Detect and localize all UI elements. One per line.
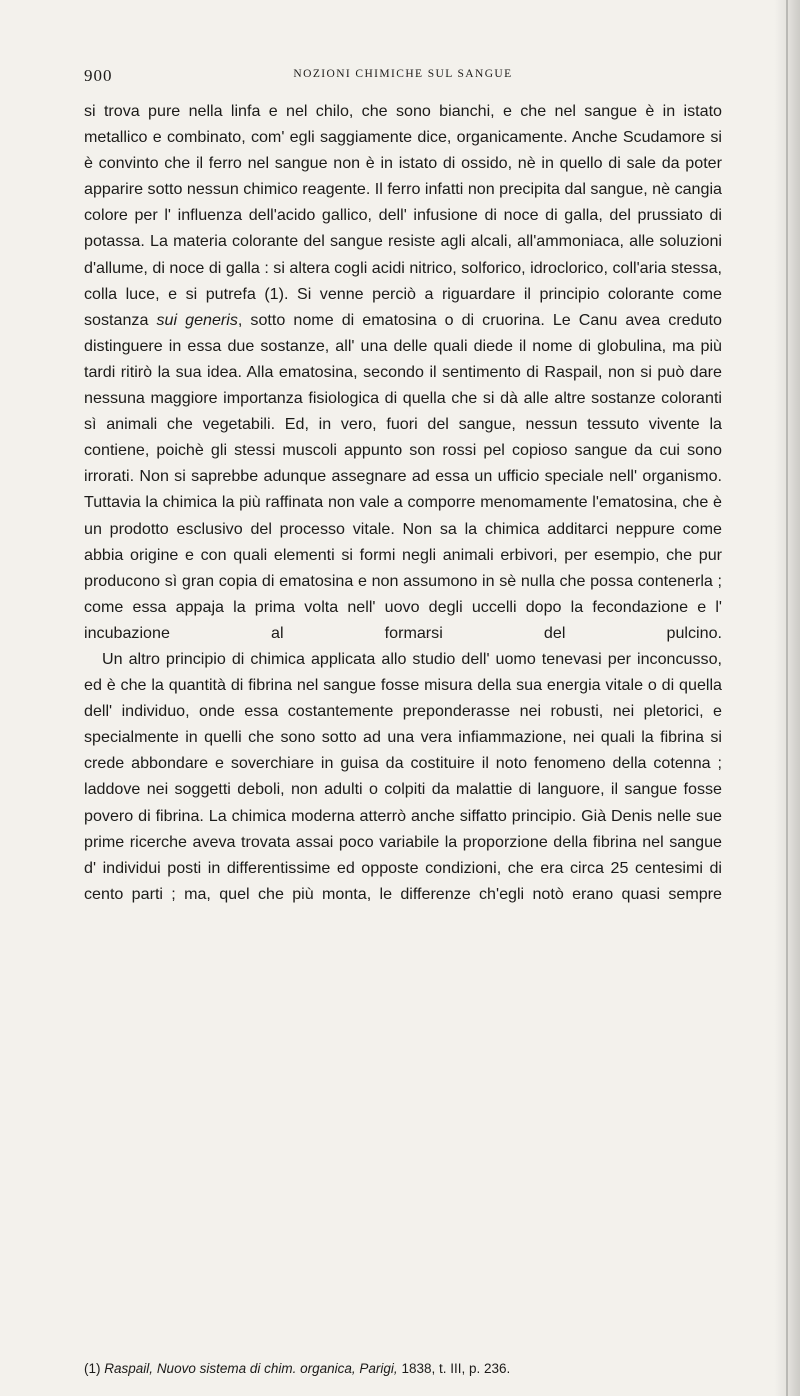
page-edge-line	[786, 0, 788, 1396]
paragraph-2: Un altro principio di chimica applicata allo studio dell' uomo tenevasi per inconcusso, ed è che la quantità di fibrina nel sangue fosse misura della sua energia vitale o di quella dell' individuo, onde essa costantemente preponderasse nei robusti, nei pletorici, e specialmente in quelli che sono sotto ad una vera infiammazione, nei quali la fibrina si crede abbondare e soverchiare in guisa da costituire il noto fenomeno della cotenna ; laddove nei soggetti deboli, non adulti o colpiti da malattie di languore, il sangue fosse povero di fibrina. La chimica moderna atterrò anche siffatto principio. Già Denis nelle sue prime ricerche aveva trovata assai poco variabile la proporzione della fibrina nel sangue d' individui posti in differentissime ed opposte condizioni, che era circa 25 centesimi di cento parti ; ma, quel che più monta, le differenze ch'egli notò erano quasi sempre	[84, 649, 722, 903]
body-text	[84, 98, 722, 907]
running-head: NOZIONI CHIMICHE SUL SANGUE	[293, 68, 513, 80]
paragraph-1	[84, 98, 722, 646]
page-header	[84, 66, 722, 86]
italic-term: sui generis	[156, 310, 238, 329]
footnote-marker: (1)	[84, 1361, 101, 1376]
paragraph-1-part-2: , sotto nome di ematosina o di cruorina. Le Canu avea creduto distinguere in essa due sostanze, all' una delle quali diede il nome di globulina, ma più tardi ritirò la sua idea. Alla ematosina, secondo il sentimento di Raspail, non si può dare nessuna maggiore importanza fisiologica di quella che si dà alle altre sostanze coloranti sì animali che vegetabili. Ed, in vero, fuori del sangue, nessun tessuto vivente la contiene, poichè gli stessi muscoli appunto son rossi pel copioso sangue da cui sono irrorati. Non si saprebbe adunque assegnare ad essa un ufficio speciale nell' organismo. Tuttavia la chimica la più raffinata non vale a comporre menomamente l'ematosina, che è un prodotto esclusivo del processo vitale. Non sa la chimica additarci neppure come abbia origine e con quali elementi si formi negli animali erbivori, per esempio, che pur producono sì gran copia di ematosina e non assumono in sè nulla che possa contenerla ; come essa appaja la prima volta nell' uovo degli uccelli dopo la fecondazione e l' incubazione al formarsi del pulcino.	[84, 310, 722, 642]
footnote	[84, 1360, 722, 1378]
footnote-author: Raspail,	[104, 1361, 154, 1376]
footnote-place: Parigi,	[359, 1361, 398, 1376]
footnote-title: Nuovo sistema di chim. organica,	[156, 1361, 356, 1376]
footnote-rest: 1838, t. III, p. 236.	[401, 1361, 511, 1376]
page-number: 900	[84, 66, 113, 85]
paragraph-1-part-1: si trova pure nella linfa e nel chilo, che sono bianchi, e che nel sangue è in istato metallico e combinato, com' egli saggiamente dice, organicamente. Anche Scudamore si è convinto che il ferro nel sangue non è in istato di ossido, nè in quello di sale da poter apparire sotto nessun chimico reagente. Il ferro infatti non precipita dal sangue, nè cangia colore per l' influenza dell'acido gallico, dell' infusione di noce di galla, del prussiato di potassa. La materia colorante del sangue resiste agli alcali, all'ammoniaca, alle soluzioni d'allume, di noce di galla : si altera cogli acidi nitrico, solforico, idroclorico, coll'aria stessa, colla luce, e si putrefa (1). Si venne perciò a riguardare il principio colorante come sostanza	[84, 102, 722, 329]
